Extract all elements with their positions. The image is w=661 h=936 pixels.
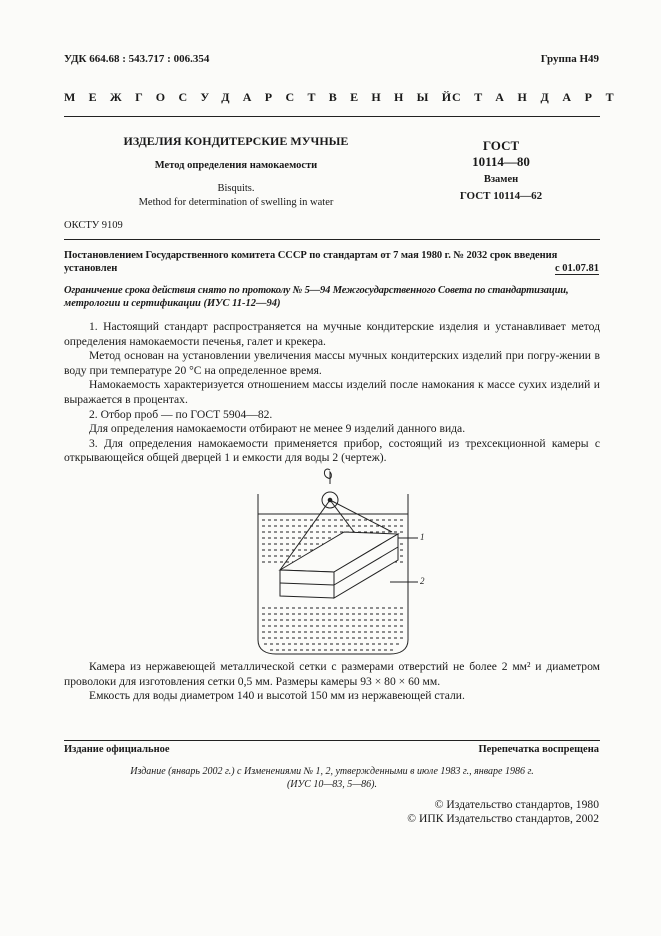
paragraph-5: Для определения намокаемости отбирают не менее 9 изделий данного вида. <box>89 422 466 436</box>
edition-line-1: Издание (январь 2002 г.) с Изменениями № 1, 2, утвержденными в июле 1983 г., январе 1986 г. <box>130 766 534 777</box>
paragraph-4: 2. Отбор проб — по ГОСТ 5904—82. <box>89 407 273 421</box>
figure-label-2: 2 <box>420 576 425 586</box>
gost-number: 10114—80 <box>472 154 530 169</box>
banner-right: СТАНДАРТ <box>452 90 628 104</box>
copyright-1: © Издательство стандартов, 1980 <box>434 798 599 811</box>
decree-line-2: установлен <box>64 263 118 274</box>
body-text-after <box>64 660 600 704</box>
replaces-label: Взамен <box>483 174 519 185</box>
decree-line-1: Постановлением Государственного комитета СССР по стандартам от 7 мая 1980 г. № 2032 срок введения <box>64 250 558 261</box>
edition-line-2: (ИУС 10—83, 5—86). <box>286 779 378 790</box>
okstu-code: ОКСТУ 9109 <box>64 220 123 231</box>
method-title: Метод определения намокаемости <box>154 160 318 171</box>
banner-left: МЕЖГОСУДАРСТВЕННЫЙ <box>64 90 465 104</box>
group-code: Группа Н49 <box>540 53 599 65</box>
banner-rule <box>64 116 600 117</box>
decree-date: с 01.07.81 <box>554 263 599 274</box>
copyright-2: © ИПК Издательство стандартов, 2002 <box>407 812 599 825</box>
standard-title: ИЗДЕЛИЯ КОНДИТЕРСКИЕ МУЧНЫЕ <box>123 134 349 148</box>
paragraph-7: Камера из нержавеющей металлической сетки с размерами отверстий не более 2 мм² и диаметром проволоки для изготовления сетки 0,5 мм. Размеры камеры 93 × 80 × 60 мм. <box>64 660 600 688</box>
okstu-rule <box>64 239 600 240</box>
paragraph-8: Емкость для воды диаметром 140 и высотой 150 мм из нержавеющей стали. <box>89 689 465 703</box>
reprint-prohibited: Перепечатка воспрещена <box>478 744 599 755</box>
body-text <box>64 320 600 466</box>
footer-rule <box>64 740 600 741</box>
restriction-line-2: метрологии и сертификации (ИУС 11-12—94) <box>64 298 281 309</box>
paragraph-2: Метод основан на установлении увеличения массы мучных кондитерских изделий при погру-жении в воду при температуре 20 °С на определенное время. <box>64 349 600 377</box>
english-title-1: Bisquits. <box>217 183 255 194</box>
paragraph-3: Намокаемость характеризуется отношением массы изделий после намокания к массе сухих изделий и выражается в процентах. <box>64 378 600 406</box>
chamber <box>280 532 398 598</box>
official-edition: Издание официальное <box>64 744 170 755</box>
figure-label-1: 1 <box>420 532 425 542</box>
udk-code: УДК 664.68 : 543.717 : 006.354 <box>64 53 210 65</box>
replaced-standard: ГОСТ 10114—62 <box>459 190 543 202</box>
gost-label: ГОСТ <box>482 138 520 153</box>
paragraph-1: 1. Настоящий стандарт распространяется на мучные кондитерские изделия и устанавливает метод определения намокаемости печенья, галет и крекера. <box>64 320 600 348</box>
apparatus-drawing <box>240 458 440 658</box>
hook <box>324 469 331 484</box>
restriction-line-1: Ограничение срока действия снято по протоколу № 5—94 Межгосударственного Совета по стандартизации, <box>64 285 569 296</box>
english-title-2: Method for determination of swelling in water <box>138 197 334 208</box>
paragraph-6: 3. Для определения намокаемости применяется прибор, состоящий из трехсекционной камеры с открывающейся общей дверцей 1 и емкости для воды 2 (чертеж). <box>64 436 600 465</box>
